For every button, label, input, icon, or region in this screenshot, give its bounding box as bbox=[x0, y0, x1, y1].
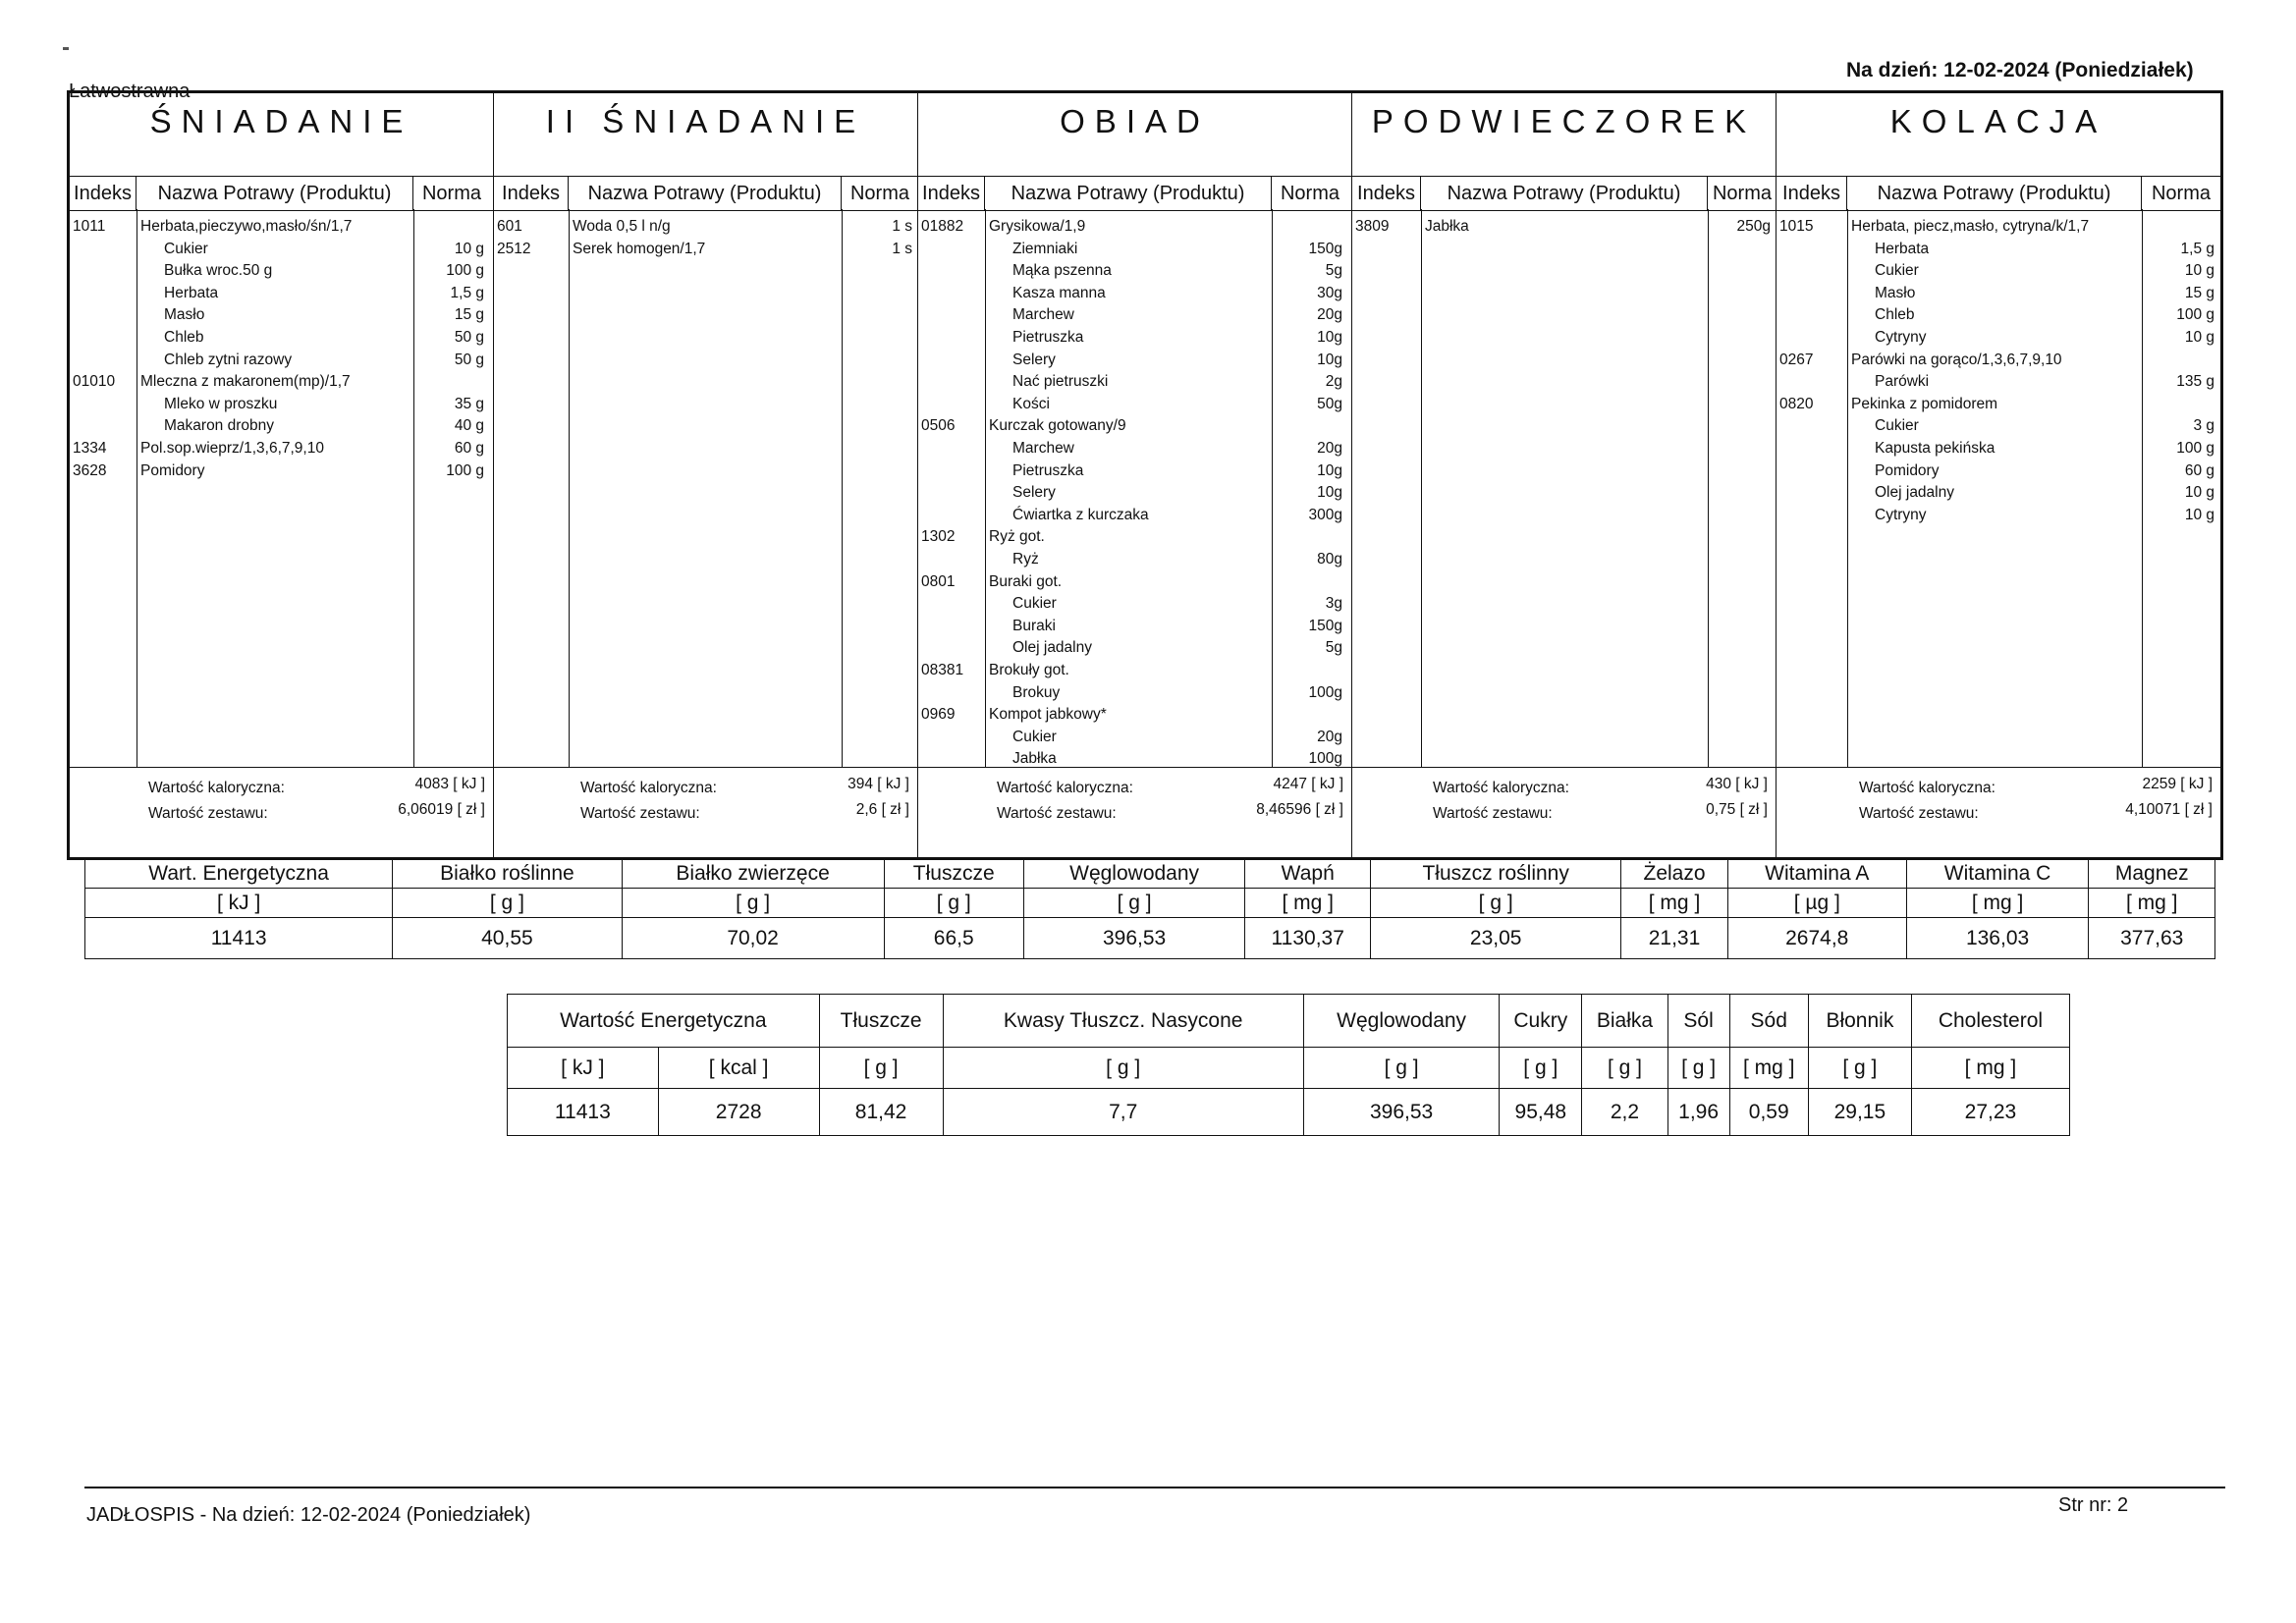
item-norm: 30g bbox=[1317, 284, 1342, 301]
item-norm: 50g bbox=[1317, 395, 1342, 412]
item-norm: 100 g bbox=[446, 461, 484, 479]
meal-title: PODWIECZOREK bbox=[1371, 103, 1757, 139]
calorie-label: Wartość kaloryczna: bbox=[1433, 780, 1569, 796]
column-header-index: Indeks bbox=[918, 177, 985, 210]
item-norm: 300g bbox=[1308, 506, 1342, 523]
cost-label: Wartość zestawu: bbox=[1433, 805, 1553, 822]
menu-item-row bbox=[494, 215, 917, 238]
menu-item-row bbox=[494, 238, 917, 260]
item-norm: 10g bbox=[1317, 351, 1342, 368]
column-header-name: Nazwa Potrawy (Produktu) bbox=[1847, 177, 2142, 210]
item-norm: 250g bbox=[1736, 218, 1771, 235]
item-name: Chleb zytni razowy bbox=[164, 351, 293, 368]
item-name: Cukier bbox=[1875, 262, 1919, 280]
nutrient-unit: [ µg ] bbox=[1727, 889, 1906, 918]
item-norm: 15 g bbox=[2184, 284, 2214, 301]
menu-item-row bbox=[70, 437, 493, 460]
meal-summary bbox=[918, 767, 1351, 858]
menu-date: Na dzień: 12-02-2024 (Poniedziałek) bbox=[1846, 59, 2194, 81]
cost-label: Wartość zestawu: bbox=[1859, 805, 1979, 822]
footer-title: JADŁOSPIS - Na dzień: 12-02-2024 (Poniedziałek) bbox=[86, 1504, 531, 1526]
item-name: Buraki bbox=[1012, 617, 1056, 634]
menu-item-row bbox=[918, 548, 1351, 570]
item-norm: 20g bbox=[1317, 728, 1342, 745]
item-norm: 15 g bbox=[454, 306, 484, 324]
item-norm: 5g bbox=[1325, 262, 1342, 280]
item-norm: 50 g bbox=[454, 351, 484, 368]
nutrient-value: 81,42 bbox=[819, 1089, 943, 1136]
menu-item-row bbox=[918, 393, 1351, 415]
cost-value: 4,10071 [ zł ] bbox=[2125, 801, 2213, 818]
nutrient-unit: [ mg ] bbox=[1621, 889, 1728, 918]
item-norm: 10 g bbox=[2184, 329, 2214, 346]
item-name: Parówki na gorąco/1,3,6,7,9,10 bbox=[1851, 351, 2062, 368]
cost-value: 6,06019 [ zł ] bbox=[398, 801, 485, 818]
item-name: Ryż bbox=[1012, 551, 1039, 568]
item-norm: 10 g bbox=[2184, 484, 2214, 502]
menu-item-row bbox=[70, 303, 493, 326]
menu-item-row bbox=[918, 570, 1351, 593]
nutrient-value: 29,15 bbox=[1808, 1089, 1911, 1136]
item-name: Selery bbox=[1012, 484, 1056, 502]
menu-item-row bbox=[70, 393, 493, 415]
meal-summary bbox=[1352, 767, 1776, 858]
menu-item-row bbox=[1777, 349, 2220, 371]
item-norm: 3g bbox=[1325, 595, 1342, 613]
item-name: Herbata bbox=[1875, 240, 1930, 257]
nutrient-unit: [ g ] bbox=[884, 889, 1023, 918]
meal-title: KOLACJA bbox=[1889, 103, 2107, 139]
column-header-name: Nazwa Potrawy (Produktu) bbox=[1421, 177, 1708, 210]
menu-item-row bbox=[918, 681, 1351, 704]
item-name: Pomidory bbox=[1875, 461, 1940, 479]
item-name: Mleko w proszku bbox=[164, 395, 278, 412]
column-header-norm: Norma bbox=[2151, 183, 2211, 204]
nutrient-unit: [ kJ ] bbox=[85, 889, 393, 918]
nutrient-header: Wartość Energetyczna bbox=[508, 995, 820, 1048]
nutrient-header: Białka bbox=[1582, 995, 1667, 1048]
item-index: 1011 bbox=[73, 218, 106, 235]
item-index: 0506 bbox=[921, 417, 956, 435]
item-name: Cytryny bbox=[1875, 329, 1927, 346]
item-name: Bułka wroc.50 g bbox=[164, 262, 273, 280]
nutrient-unit: [ mg ] bbox=[1729, 1048, 1808, 1089]
item-name: Mąka pszenna bbox=[1012, 262, 1112, 280]
menu-item-row bbox=[1777, 414, 2220, 437]
meal-section bbox=[494, 93, 918, 857]
nutrient-value: 95,48 bbox=[1500, 1089, 1582, 1136]
item-index: 2512 bbox=[497, 240, 531, 257]
column-header-norm: Norma bbox=[1712, 183, 1772, 204]
calorie-label: Wartość kaloryczna: bbox=[997, 780, 1133, 796]
menu-item-row bbox=[918, 437, 1351, 460]
item-index: 0969 bbox=[921, 706, 956, 724]
menu-item-row bbox=[1777, 303, 2220, 326]
item-name: Ćwiartka z kurczaka bbox=[1012, 506, 1149, 523]
meal-summary bbox=[1777, 767, 2220, 858]
nutrition-table-2 bbox=[507, 994, 2070, 1136]
nutrient-value: 377,63 bbox=[2089, 918, 2215, 959]
calorie-value: 4247 [ kJ ] bbox=[1273, 776, 1343, 792]
nutrition-table-1 bbox=[84, 858, 2215, 959]
menu-item-row bbox=[1777, 393, 2220, 415]
item-norm: 150g bbox=[1308, 240, 1342, 257]
menu-item-row bbox=[70, 370, 493, 393]
column-header-index: Indeks bbox=[70, 177, 137, 210]
calorie-value: 2259 [ kJ ] bbox=[2142, 776, 2213, 792]
column-header-name: Nazwa Potrawy (Produktu) bbox=[569, 177, 842, 210]
menu-item-row bbox=[70, 414, 493, 437]
item-name: Cukier bbox=[1012, 728, 1057, 745]
menu-item-row bbox=[1777, 238, 2220, 260]
menu-item-row bbox=[918, 726, 1351, 748]
calorie-value: 4083 [ kJ ] bbox=[414, 776, 485, 792]
nutrient-unit: [ g ] bbox=[819, 1048, 943, 1089]
item-norm: 10g bbox=[1317, 329, 1342, 346]
cost-value: 8,46596 [ zł ] bbox=[1256, 801, 1343, 818]
nutrient-value: 396,53 bbox=[1023, 918, 1244, 959]
menu-item-row bbox=[1777, 326, 2220, 349]
nutrient-value: 11413 bbox=[85, 918, 393, 959]
nutrient-header: Białko roślinne bbox=[393, 859, 622, 889]
item-index: 0801 bbox=[921, 572, 956, 590]
item-norm: 60 g bbox=[2184, 461, 2214, 479]
nutrient-value: 2728 bbox=[658, 1089, 819, 1136]
item-norm: 1,5 g bbox=[450, 284, 484, 301]
item-name: Olej jadalny bbox=[1875, 484, 1954, 502]
menu-item-row bbox=[70, 282, 493, 304]
item-norm: 10 g bbox=[2184, 506, 2214, 523]
item-norm: 135 g bbox=[2176, 373, 2214, 391]
item-name: Serek homogen/1,7 bbox=[573, 240, 706, 257]
item-norm: 10g bbox=[1317, 461, 1342, 479]
nutrient-unit: [ g ] bbox=[1023, 889, 1244, 918]
nutrient-header: Kwasy Tłuszcz. Nasycone bbox=[943, 995, 1303, 1048]
cost-value: 0,75 [ zł ] bbox=[1706, 801, 1768, 818]
item-norm: 20g bbox=[1317, 440, 1342, 457]
item-name: Kurczak gotowany/9 bbox=[989, 417, 1126, 435]
item-norm: 35 g bbox=[454, 395, 484, 412]
nutrient-value: 2674,8 bbox=[1727, 918, 1906, 959]
nutrient-unit: [ kcal ] bbox=[658, 1048, 819, 1089]
nutrient-value: 1130,37 bbox=[1245, 918, 1371, 959]
item-index: 601 bbox=[497, 218, 522, 235]
nutrient-header: Węglowodany bbox=[1023, 859, 1244, 889]
nutrient-header: Tłuszcze bbox=[884, 859, 1023, 889]
item-norm: 100g bbox=[1308, 683, 1342, 701]
meal-title: II ŚNIADANIE bbox=[545, 103, 866, 139]
item-norm: 150g bbox=[1308, 617, 1342, 634]
item-name: Cytryny bbox=[1875, 506, 1927, 523]
item-name: Pietruszka bbox=[1012, 329, 1084, 346]
meal-section bbox=[70, 93, 494, 857]
nutrient-header: Białko zwierzęce bbox=[622, 859, 884, 889]
menu-item-row bbox=[918, 414, 1351, 437]
menu-item-row bbox=[70, 460, 493, 482]
menu-item-row bbox=[918, 703, 1351, 726]
menu-item-row bbox=[70, 215, 493, 238]
item-name: Jabłka bbox=[1425, 218, 1469, 235]
item-norm: 1,5 g bbox=[2180, 240, 2214, 257]
menu-item-row bbox=[1777, 215, 2220, 238]
nutrient-header: Błonnik bbox=[1808, 995, 1911, 1048]
meal-section bbox=[1777, 93, 2220, 857]
menu-item-row bbox=[918, 282, 1351, 304]
menu-item-row bbox=[1352, 215, 1776, 238]
nutrient-value: 23,05 bbox=[1371, 918, 1621, 959]
menu-item-row bbox=[918, 238, 1351, 260]
nutrient-value: 136,03 bbox=[1906, 918, 2089, 959]
item-name: Pekinka z pomidorem bbox=[1851, 395, 1998, 412]
item-name: Makaron drobny bbox=[164, 417, 275, 435]
item-name: Chleb bbox=[1875, 306, 1915, 324]
nutrient-header: Wapń bbox=[1245, 859, 1371, 889]
item-norm: 1 s bbox=[892, 240, 912, 257]
menu-item-row bbox=[918, 215, 1351, 238]
calorie-label: Wartość kaloryczna: bbox=[148, 780, 285, 796]
nutrient-unit: [ mg ] bbox=[1906, 889, 2089, 918]
nutrient-unit: [ g ] bbox=[622, 889, 884, 918]
nutrient-header: Żelazo bbox=[1621, 859, 1728, 889]
footer-rule bbox=[84, 1487, 2225, 1488]
item-name: Ryż got. bbox=[989, 528, 1045, 546]
nutrient-unit: [ g ] bbox=[1303, 1048, 1500, 1089]
nutrient-unit: [ kJ ] bbox=[508, 1048, 659, 1089]
nutrient-unit: [ mg ] bbox=[2089, 889, 2215, 918]
menu-item-row bbox=[918, 525, 1351, 548]
nutrient-header: Węglowodany bbox=[1303, 995, 1500, 1048]
nutrient-value: 21,31 bbox=[1621, 918, 1728, 959]
item-name: Masło bbox=[1875, 284, 1916, 301]
item-name: Cukier bbox=[1012, 595, 1057, 613]
nutrient-unit: [ g ] bbox=[393, 889, 622, 918]
menu-item-row bbox=[918, 659, 1351, 681]
item-norm: 2g bbox=[1325, 373, 1342, 391]
item-name: Herbata, piecz,masło, cytryna/k/1,7 bbox=[1851, 218, 2090, 235]
item-index: 1334 bbox=[73, 440, 107, 457]
item-norm: 40 g bbox=[454, 417, 484, 435]
nutrient-unit: [ g ] bbox=[943, 1048, 1303, 1089]
column-divider bbox=[1708, 209, 1709, 767]
meal-title: OBIAD bbox=[1060, 103, 1210, 139]
nutrient-header: Tłuszcze bbox=[819, 995, 943, 1048]
item-index: 08381 bbox=[921, 662, 964, 678]
nutrient-header: Cukry bbox=[1500, 995, 1582, 1048]
nutrient-header: Wart. Energetyczna bbox=[85, 859, 393, 889]
item-index: 0267 bbox=[1779, 351, 1814, 368]
meal-title: ŚNIADANIE bbox=[149, 103, 413, 139]
item-name: Kapusta pekińska bbox=[1875, 440, 1995, 457]
nutrient-unit: [ g ] bbox=[1808, 1048, 1911, 1089]
nutrient-header: Sól bbox=[1667, 995, 1729, 1048]
cost-label: Wartość zestawu: bbox=[580, 805, 700, 822]
menu-item-row bbox=[918, 259, 1351, 282]
item-index: 3809 bbox=[1355, 218, 1390, 235]
item-name: Pol.sop.wieprz/1,3,6,7,9,10 bbox=[140, 440, 324, 457]
calorie-label: Wartość kaloryczna: bbox=[1859, 780, 1995, 796]
item-name: Nać pietruszki bbox=[1012, 373, 1109, 391]
nutrient-unit: [ g ] bbox=[1500, 1048, 1582, 1089]
item-norm: 5g bbox=[1325, 639, 1342, 657]
nutrient-value: 0,59 bbox=[1729, 1089, 1808, 1136]
menu-item-row bbox=[1777, 437, 2220, 460]
item-norm: 80g bbox=[1317, 551, 1342, 568]
item-norm: 60 g bbox=[454, 440, 484, 457]
column-header-row bbox=[918, 176, 1351, 211]
nutrient-header: Sód bbox=[1729, 995, 1808, 1048]
nutrient-header: Cholesterol bbox=[1911, 995, 2069, 1048]
nutrient-unit: [ mg ] bbox=[1245, 889, 1371, 918]
meal-section bbox=[1352, 93, 1777, 857]
column-header-index: Indeks bbox=[1352, 177, 1421, 210]
nutrient-value: 40,55 bbox=[393, 918, 622, 959]
cost-value: 2,6 [ zł ] bbox=[855, 801, 909, 818]
item-index: 0820 bbox=[1779, 395, 1814, 412]
item-norm: 20g bbox=[1317, 306, 1342, 324]
calorie-label: Wartość kaloryczna: bbox=[580, 780, 717, 796]
item-name: Olej jadalny bbox=[1012, 639, 1092, 657]
diet-name: Łatwostrawna bbox=[69, 81, 191, 102]
nutrient-unit: [ g ] bbox=[1667, 1048, 1729, 1089]
item-norm: 10 g bbox=[2184, 262, 2214, 280]
item-name: Brokuy bbox=[1012, 683, 1061, 701]
item-norm: 100 g bbox=[2176, 306, 2214, 324]
nutrient-unit: [ g ] bbox=[1371, 889, 1621, 918]
item-name: Kasza manna bbox=[1012, 284, 1106, 301]
item-name: Masło bbox=[164, 306, 205, 324]
menu-item-row bbox=[1777, 259, 2220, 282]
menu-item-row bbox=[918, 303, 1351, 326]
item-index: 1302 bbox=[921, 528, 956, 546]
item-name: Parówki bbox=[1875, 373, 1930, 391]
item-norm: 100 g bbox=[446, 262, 484, 280]
item-name: Mleczna z makaronem(mp)/1,7 bbox=[140, 373, 351, 391]
item-name: Herbata,pieczywo,masło/śn/1,7 bbox=[140, 218, 353, 235]
item-norm: 3 g bbox=[2193, 417, 2214, 435]
item-index: 3628 bbox=[73, 461, 107, 479]
meal-summary bbox=[494, 767, 917, 858]
nutrient-header: Witamina A bbox=[1727, 859, 1906, 889]
column-header-norm: Norma bbox=[1280, 183, 1339, 204]
page-number: Str nr: 2 bbox=[2058, 1494, 2129, 1516]
item-name: Grysikowa/1,9 bbox=[989, 218, 1086, 235]
item-name: Chleb bbox=[164, 329, 204, 346]
column-header-row bbox=[1777, 176, 2220, 211]
scan-mark bbox=[63, 47, 69, 50]
menu-item-row bbox=[1777, 282, 2220, 304]
menu-item-row bbox=[918, 615, 1351, 637]
menu-item-row bbox=[918, 460, 1351, 482]
column-header-row bbox=[70, 176, 493, 211]
menu-item-row bbox=[70, 326, 493, 349]
item-name: Jabłka bbox=[1012, 750, 1057, 768]
item-norm: 50 g bbox=[454, 329, 484, 346]
menu-item-row bbox=[918, 370, 1351, 393]
menu-table bbox=[67, 90, 2223, 860]
item-name: Marchew bbox=[1012, 440, 1074, 457]
item-name: Selery bbox=[1012, 351, 1056, 368]
menu-item-row bbox=[918, 592, 1351, 615]
item-name: Pietruszka bbox=[1012, 461, 1084, 479]
item-index: 01010 bbox=[73, 373, 116, 391]
nutrient-value: 7,7 bbox=[943, 1089, 1303, 1136]
menu-item-row bbox=[70, 349, 493, 371]
menu-item-row bbox=[1777, 481, 2220, 504]
item-norm: 10g bbox=[1317, 484, 1342, 502]
menu-item-row bbox=[918, 349, 1351, 371]
column-divider bbox=[569, 209, 570, 767]
nutrient-value: 1,96 bbox=[1667, 1089, 1729, 1136]
nutrient-value: 70,02 bbox=[622, 918, 884, 959]
column-header-index: Indeks bbox=[1777, 177, 1847, 210]
item-name: Cukier bbox=[164, 240, 208, 257]
item-name: Marchew bbox=[1012, 306, 1074, 324]
column-header-norm: Norma bbox=[421, 183, 481, 204]
cost-label: Wartość zestawu: bbox=[148, 805, 268, 822]
nutrient-header: Magnez bbox=[2089, 859, 2215, 889]
item-name: Kompot jabkowy* bbox=[989, 706, 1107, 724]
item-norm: 10 g bbox=[454, 240, 484, 257]
column-header-name: Nazwa Potrawy (Produktu) bbox=[985, 177, 1272, 210]
item-index: 01882 bbox=[921, 218, 964, 235]
nutrient-unit: [ mg ] bbox=[1911, 1048, 2069, 1089]
column-divider bbox=[1421, 209, 1422, 767]
menu-item-row bbox=[70, 259, 493, 282]
calorie-value: 394 [ kJ ] bbox=[847, 776, 909, 792]
column-header-index: Indeks bbox=[494, 177, 569, 210]
nutrient-value: 27,23 bbox=[1911, 1089, 2069, 1136]
menu-item-row bbox=[70, 238, 493, 260]
menu-item-row bbox=[918, 504, 1351, 526]
meal-summary bbox=[70, 767, 493, 858]
item-norm: 1 s bbox=[892, 218, 912, 235]
nutrient-header: Tłuszcz roślinny bbox=[1371, 859, 1621, 889]
item-name: Pomidory bbox=[140, 461, 205, 479]
menu-item-row bbox=[918, 326, 1351, 349]
column-header-row bbox=[494, 176, 917, 211]
item-norm: 100g bbox=[1308, 750, 1342, 768]
menu-item-row bbox=[918, 636, 1351, 659]
item-name: Woda 0,5 l n/g bbox=[573, 218, 671, 235]
menu-item-row bbox=[1777, 370, 2220, 393]
item-name: Ziemniaki bbox=[1012, 240, 1078, 257]
meal-section bbox=[918, 93, 1352, 857]
column-header-row bbox=[1352, 176, 1776, 211]
item-norm: 100 g bbox=[2176, 440, 2214, 457]
column-header-norm: Norma bbox=[849, 183, 909, 204]
item-index: 1015 bbox=[1779, 218, 1814, 235]
menu-item-row bbox=[1777, 460, 2220, 482]
nutrient-value: 396,53 bbox=[1303, 1089, 1500, 1136]
nutrient-header: Witamina C bbox=[1906, 859, 2089, 889]
item-name: Kości bbox=[1012, 395, 1050, 412]
cost-label: Wartość zestawu: bbox=[997, 805, 1117, 822]
column-header-name: Nazwa Potrawy (Produktu) bbox=[137, 177, 413, 210]
item-name: Brokuły got. bbox=[989, 662, 1069, 678]
nutrient-value: 66,5 bbox=[884, 918, 1023, 959]
nutrient-value: 11413 bbox=[508, 1089, 659, 1136]
item-name: Cukier bbox=[1875, 417, 1919, 435]
menu-item-row bbox=[1777, 504, 2220, 526]
column-divider bbox=[842, 209, 843, 767]
nutrient-unit: [ g ] bbox=[1582, 1048, 1667, 1089]
item-name: Herbata bbox=[164, 284, 219, 301]
item-name: Buraki got. bbox=[989, 572, 1063, 590]
calorie-value: 430 [ kJ ] bbox=[1706, 776, 1768, 792]
menu-item-row bbox=[918, 481, 1351, 504]
nutrient-value: 2,2 bbox=[1582, 1089, 1667, 1136]
